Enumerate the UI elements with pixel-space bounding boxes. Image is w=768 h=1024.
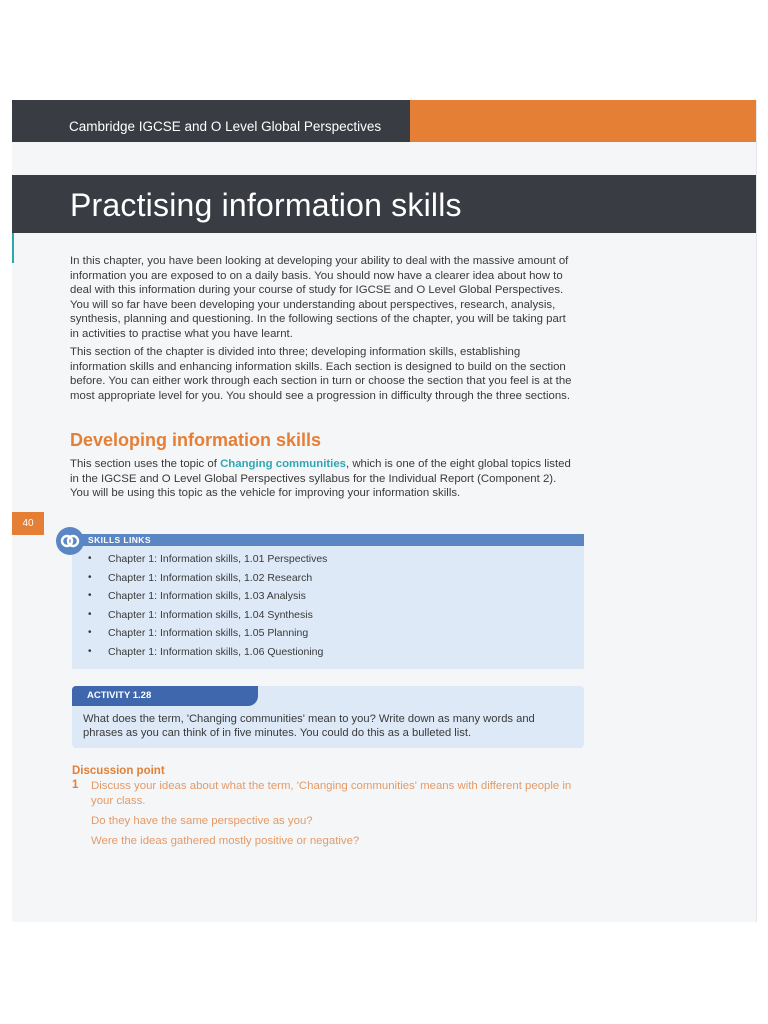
- running-header: [12, 100, 756, 142]
- skills-link-item[interactable]: • Chapter 1: Information skills, 1.01 Perspectives: [88, 552, 327, 571]
- discussion-line: Discuss your ideas about what the term, 'Changing communities' means with different people in your class.: [91, 780, 572, 807]
- activity-label: ACTIVITY 1.28: [72, 686, 258, 706]
- header-accent-block: [410, 100, 756, 142]
- chain-link-icon: [56, 527, 84, 555]
- skills-links-box: [72, 534, 584, 669]
- discussion-number: 1: [72, 779, 79, 791]
- topic-link[interactable]: Changing communities: [220, 458, 346, 470]
- intro-paragraph-2: This section of the chapter is divided into three; developing information skills, establishing information skills and enhancing information skills. Each section is designed to build on the section before. You can either work through each section in turn or choose the section that you feel is at the most appropriate level for you. You should see a progression in difficulty through the three sections.: [70, 346, 572, 402]
- discussion-line: Do they have the same perspective as you?: [91, 815, 313, 827]
- chapter-title: Practising information skills: [70, 187, 462, 223]
- skills-link-item[interactable]: • Chapter 1: Information skills, 1.03 Analysis: [88, 589, 327, 608]
- book-title: Cambridge IGCSE and O Level Global Perspectives: [69, 119, 382, 134]
- section-text-after: , which is one of the eight global topics listed in the IGCSE and O Level Global Perspectives syllabus for the Individual Report (Component 2). You will be using this topic as the vehicle for improving your information skills.: [70, 458, 571, 500]
- discussion-heading: Discussion point: [72, 765, 165, 777]
- activity-text: What does the term, 'Changing communities' mean to you? Write down as many words and phrases as you can think of in five minutes. You could do this as a bulleted list.: [83, 713, 535, 739]
- intro-paragraph-1: In this chapter, you have been looking at developing your ability to deal with the massive amount of information you are exposed to on a daily basis. You should now have a clearer idea about how to deal with this information during your course of study for IGCSE and O Level Global Perspectives. You will so far have been developing your understanding about perspectives, research, analysis, synthesis, planning and questioning. In the following sections of the chapter, you will be taking part in activities to practise what you have learnt.: [70, 255, 569, 340]
- skills-link-item[interactable]: • Chapter 1: Information skills, 1.05 Planning: [88, 626, 327, 645]
- skills-link-item[interactable]: • Chapter 1: Information skills, 1.06 Questioning: [88, 645, 327, 664]
- chapter-title-bar: [12, 175, 756, 233]
- skills-links-label: SKILLS LINKS: [72, 534, 584, 546]
- skills-link-item[interactable]: • Chapter 1: Information skills, 1.02 Research: [88, 571, 327, 590]
- section-heading: Developing information skills: [70, 430, 322, 450]
- page-number: 40: [12, 512, 44, 535]
- skills-links-list: [88, 552, 327, 663]
- margin-rule: [12, 233, 14, 263]
- section-text-before: This section uses the topic of: [70, 458, 221, 470]
- section-paragraph: [70, 457, 576, 501]
- skills-link-item[interactable]: • Chapter 1: Information skills, 1.04 Synthesis: [88, 608, 327, 627]
- activity-box: [72, 686, 584, 748]
- discussion-line: Were the ideas gathered mostly positive or negative?: [91, 835, 360, 847]
